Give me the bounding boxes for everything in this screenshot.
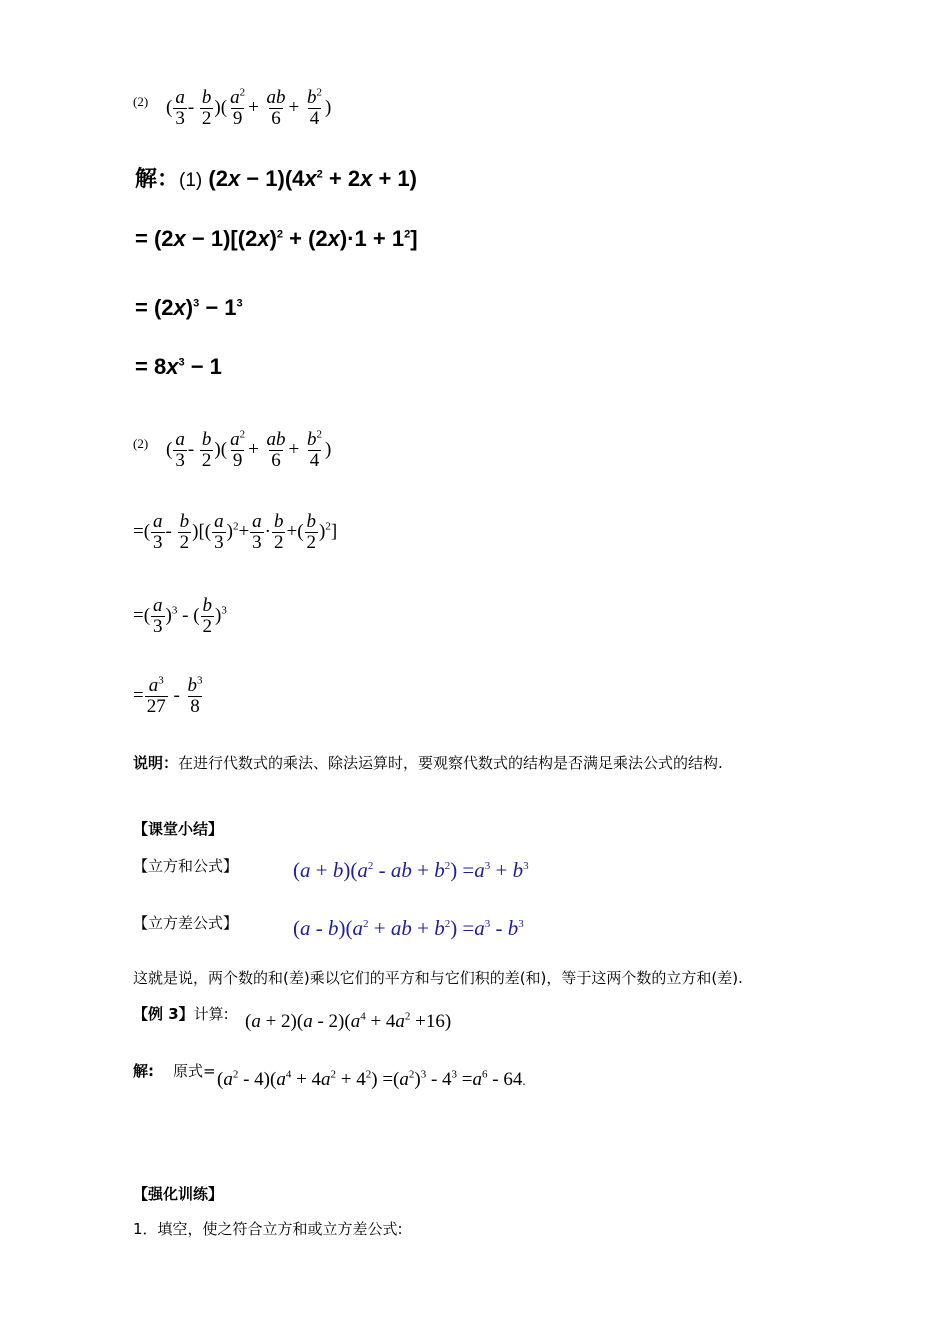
- cube-sum-formula: $(a + b)(a^2$ - ab + $b^2) =a^3 + b^3$: [293, 858, 529, 882]
- example-3-prompt: 计算:: [193, 1005, 229, 1023]
- part-2-step-1: =( $\frac{a}{3}$ - $\frac{b}{2}$ )[( $\frac{a}{3}$ )$^2$+ $\frac{a}{3}$ · $\frac{b}{2}$ +( $\frac{b}{2}$ )$^2$]: [133, 511, 338, 553]
- problem-2-label: (2): [133, 94, 149, 109]
- part-1-label: (1): [179, 170, 203, 191]
- solution-label: 解：: [135, 167, 180, 192]
- solution-line-4: = $8x^3 - 1$: [135, 354, 222, 379]
- training-heading: 【强化训练】: [133, 1185, 224, 1203]
- summary-text: 这就是说，两个数的和(差)乘以它们的平方和与它们积的差(和)，等于这两个数的立方和(差).: [133, 969, 743, 987]
- solution-line-2: = $(2x - 1)[(2x)^2 + (2x)\cdot 1 + 1^2]$: [135, 226, 418, 251]
- cube-diff-label: 【立方差公式】: [133, 914, 239, 932]
- solution-line-3: = $(2x)^3 - 1^3$: [135, 295, 243, 320]
- problem-2-expression: ( $\frac{a}{3}$ - $\frac{b}{2}$ )( $\frac{a^2}{9}$ + $\frac{ab}{6}$ + $\frac{b^2}{4}$ ): [166, 86, 332, 129]
- part-2-label: (2): [133, 436, 149, 451]
- part-2-step-2: =( $\frac{a}{3}$ )$^3$ - ( $\frac{b}{2}$ )$^3$: [133, 595, 227, 637]
- solution-3-prefix: 原式=: [173, 1062, 216, 1080]
- example-3-label: 【例 3】: [133, 1005, 194, 1023]
- cube-diff-formula: $(a - b)(a^2$ + ab + $b^2) =a^3 - b^3$: [293, 916, 524, 940]
- solution-3-label: 解:: [133, 1062, 154, 1080]
- solution-3-expression: $(a^2 - 4)(a^4 + 4a^2 + 4^2) =(a^2)^3 - 4^3 =a^6 - 64$.: [217, 1068, 526, 1090]
- example-3-header: [133, 1003, 229, 1024]
- cube-sum-label: 【立方和公式】: [133, 857, 239, 875]
- solution-line-1: 解：(1) $(2x - 1)(4x^2 + 2x + 1)$: [135, 166, 417, 192]
- note-label: 说明：: [133, 754, 179, 772]
- part-2-expression: ( $\frac{a}{3}$ - $\frac{b}{2}$ )( $\frac{a^2}{9}$ + $\frac{ab}{6}$ + $\frac{b^2}{4}$ ): [166, 428, 332, 471]
- example-3-expression: $(a + 2)(a - 2)(a^4 + 4a^2 +16)$: [245, 1010, 452, 1032]
- note: [133, 752, 723, 773]
- training-item-1: 1．填空，使之符合立方和或立方差公式:: [133, 1220, 403, 1238]
- part-2-step-3: = $\frac{a^3}{27}$ - $\frac{b^3}{8}$: [133, 674, 203, 717]
- summary-heading: 【课堂小结】: [133, 820, 224, 838]
- note-text: 在进行代数式的乘法、除法运算时，要观察代数式的结构是否满足乘法公式的结构.: [178, 754, 723, 772]
